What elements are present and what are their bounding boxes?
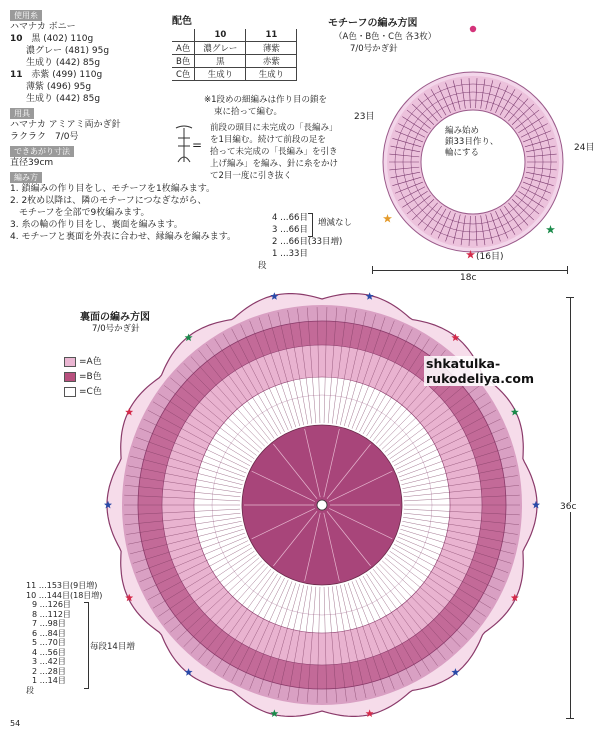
step-3: 3. 糸の輪の作り目をし、裏面を編みます。 — [10, 220, 183, 230]
color-table-cell: A色 — [172, 42, 195, 55]
row-count: 3 …42目 — [32, 657, 66, 666]
yarn-brand: ハマナカ ボニー — [10, 22, 76, 32]
finished-size: 直径39cm — [10, 158, 54, 168]
motif-width-tick — [567, 266, 568, 274]
legend-item — [64, 356, 102, 368]
motif-subtitle: 7/0号かぎ針 — [350, 44, 398, 54]
color-table-cell: B色 — [172, 55, 195, 68]
row-count: 1 …33目 — [272, 249, 308, 259]
color-table-cell: 黒 — [195, 55, 246, 68]
header-yarn: 使用糸 — [10, 10, 42, 21]
color-legend — [64, 356, 102, 398]
symbol-note — [210, 122, 338, 182]
color-table-cell: 生成り — [246, 68, 297, 81]
back-diagram — [100, 290, 560, 720]
step-4: 4. モチーフと裏面を外表に合わせ、縁編みを編みます。 — [10, 232, 237, 242]
motif-label-left: 23目 — [354, 112, 375, 122]
back-rows-bracket — [84, 602, 89, 689]
color-table-header: 11 — [246, 29, 297, 42]
motif-rows-bracket — [308, 213, 313, 237]
note-line: 拾って未完成の「長編み」を引き — [210, 147, 338, 157]
legend-label: =C色 — [79, 387, 102, 397]
color-table-title: 配色 — [172, 16, 192, 27]
legend-swatch-c — [64, 387, 76, 397]
step-2: 2. 2枚め以降は、隣のモチーフにつなぎながら、 — [10, 196, 207, 206]
note-line: て2目一度に引き抜く — [210, 171, 292, 181]
motif-width-tick — [372, 266, 373, 274]
yarn-item: 薄紫 (496) 95g — [26, 82, 92, 92]
back-title: 裏面の編み方図 — [80, 312, 150, 323]
row-count: 段 — [26, 685, 34, 695]
page-number: 54 — [10, 719, 21, 728]
row-count: 3 …66目 — [272, 225, 308, 235]
legend-label: =B色 — [79, 372, 102, 382]
note-line: 上げ編み」を編み、針に糸をかけ — [210, 159, 339, 169]
back-height-label: 36c — [560, 502, 577, 512]
color-table — [172, 29, 297, 81]
yarn-item: 濃グレー (481) 95g — [26, 46, 110, 56]
header-method: 編み方 — [10, 172, 42, 183]
row-count: 1 …14目 — [32, 676, 66, 685]
size10-label: 10 — [10, 34, 23, 44]
tool-item: ラクラク 7/0号 — [10, 132, 79, 142]
color-table-cell: 濃グレー — [195, 42, 246, 55]
back-height-tick — [566, 718, 574, 719]
row-count: 5 …70目 — [32, 638, 66, 647]
step-1: 1. 鎖編みの作り目をし、モチーフを1枚編みます。 — [10, 184, 216, 194]
motif-center-text — [445, 126, 498, 159]
step-2b: モチーフを全部で9枚編みます。 — [10, 208, 150, 218]
motif-width-line — [372, 270, 568, 271]
row-count: 9 …126目 — [32, 600, 71, 609]
watermark: shkatulka-rukodeliya.com — [424, 356, 600, 386]
header-size: できあがり寸法 — [10, 146, 74, 157]
row-count: 4 …66目 — [272, 213, 308, 223]
yarn-item: 赤紫 (499) 110g — [31, 70, 103, 80]
equals-sign: = — [192, 138, 203, 152]
center-line: 輪にする — [445, 148, 480, 158]
color-table-cell: 薄紫 — [246, 42, 297, 55]
header-tools: 用具 — [10, 108, 34, 119]
back-rows-note: 毎段14目増 — [90, 642, 135, 652]
legend-item — [64, 371, 102, 383]
stitch-note — [204, 94, 327, 118]
row-count: 6 …84目 — [32, 628, 66, 638]
row-count: 10 …144目(18目増) — [26, 590, 103, 600]
yarn-item: 黒 (402) 110g — [31, 34, 94, 44]
row-count: 11 …153目(9目増) — [26, 581, 98, 590]
star-icon — [383, 214, 392, 223]
star-icon — [466, 250, 475, 259]
row-count: 2 …28目 — [32, 666, 66, 676]
note-line: を1目編む。続けて前段の足を — [210, 135, 326, 145]
star-icon — [469, 25, 477, 33]
motif-title: モチーフの編み方図 — [328, 18, 418, 29]
back-height-tick — [566, 297, 574, 298]
color-table-cell: 生成り — [195, 68, 246, 81]
color-table-corner — [172, 29, 195, 42]
legend-swatch-b — [64, 372, 76, 382]
motif-label-bottom: (16目) — [476, 252, 504, 262]
motif-label-right: 24目 — [574, 143, 595, 153]
yarn-item: 生成り (442) 85g — [26, 94, 101, 104]
row-count: 7 …98目 — [32, 619, 66, 628]
motif-rows-note: 増減なし — [318, 218, 353, 228]
back-subtitle: 7/0号かぎ針 — [92, 324, 140, 334]
center-line: 鎖33目作り、 — [445, 137, 499, 147]
color-table-cell: 赤紫 — [246, 55, 297, 68]
row-count: 段 — [258, 261, 267, 271]
legend-swatch-a — [64, 357, 76, 367]
legend-item — [64, 386, 102, 398]
center-line: 編み始め — [445, 126, 480, 136]
yarn-item: 生成り (442) 85g — [26, 58, 101, 68]
note-line: ※1段めの細編みは作り目の鎖を — [204, 95, 328, 105]
tool-item: ハマナカ アミアミ両かぎ針 — [10, 120, 121, 130]
motif-width-label: 18c — [460, 273, 477, 283]
color-table-cell: C色 — [172, 68, 195, 81]
note-line: 前段の頭目に未完成の「長編み」 — [210, 123, 338, 133]
row-count: 2 …66目(33目増) — [272, 237, 343, 247]
note-line: 束に拾って編む。 — [214, 107, 283, 117]
legend-label: =A色 — [79, 357, 102, 367]
row-count: 4 …56目 — [32, 647, 66, 657]
row-count: 8 …112目 — [32, 609, 71, 619]
motif-subtitle: （A色・B色・C色 各3枚） — [334, 32, 437, 42]
size11-label: 11 — [10, 70, 23, 80]
color-table-header: 10 — [195, 29, 246, 42]
star-icon — [546, 225, 555, 234]
back-rows — [26, 581, 102, 695]
